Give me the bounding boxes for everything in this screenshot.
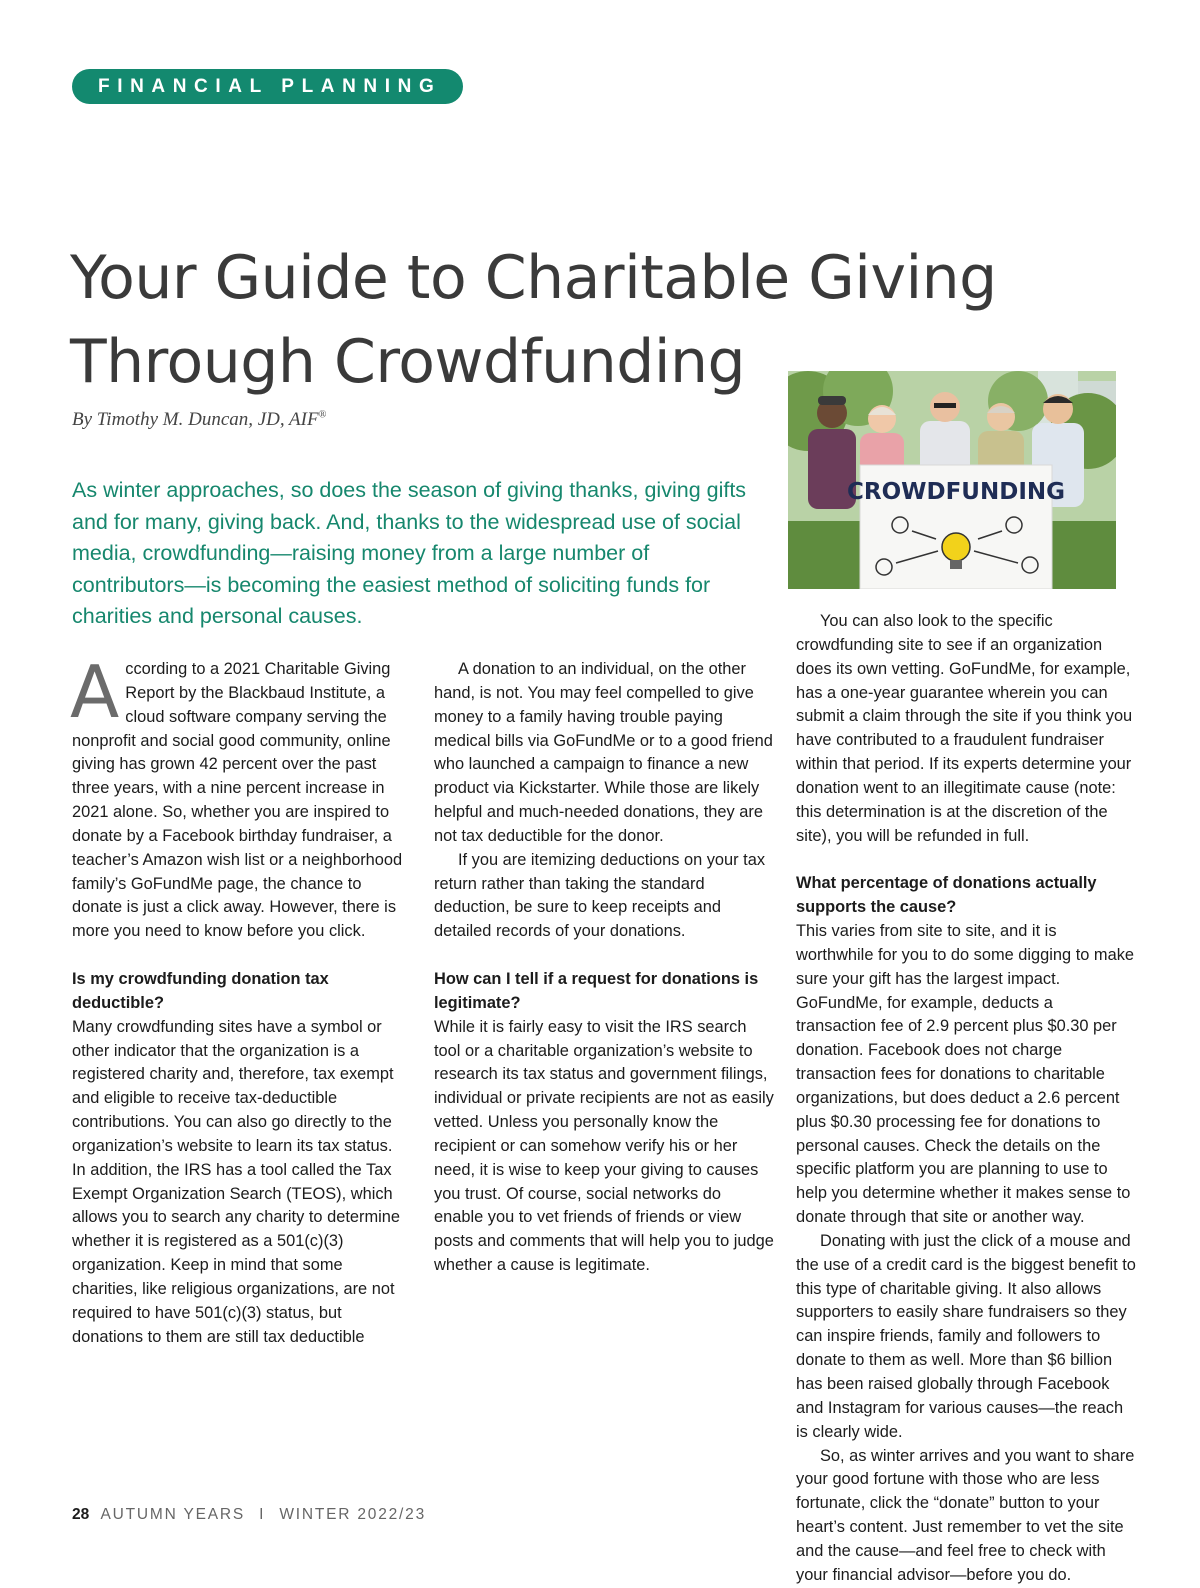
paragraph-tax-status: Many crowdfunding sites have a symbol or other indicator that the organization is a registered charity and, therefore, tax exempt and eligible to receive tax-deductible contributions. You can also go directly to the organization’s website to learn its tax status. In addition, the IRS has a tool called the Tax Exempt Organization Search (TEOS), which allows you to search any charity to determine whether it is registered as a 501(c)(3) organization. Keep in mind that some charities, like religious organizations, are not required to have 501(c)(3) status, but donations to them are still tax deductible [72, 1017, 400, 1346]
byline-text: By Timothy M. Duncan, JD, AIF [72, 409, 319, 430]
paragraph-intro: ccording to a 2021 Charitable Giving Report by the Blackbaud Institute, a cloud software company serving the nonprofit and social good community, online giving has grown 42 percent over the past three years, with a nine percent increase in 2021 alone. So, whether you are inspired to donate by a Facebook birthday fundraiser, a teacher’s Amazon wish list or a neighborhood family’s GoFundMe page, the chance to donate is just a click away. However, there is more you need to know before you click. [72, 660, 403, 941]
drop-cap: A [70, 650, 120, 734]
paragraph-vetting: While it is fairly easy to visit the IRS search tool or a charitable organization’s website to research its tax status and government filings, individual or private recipients are not as easily vetted. Unless you personally know the recipient or can somehow verify his or her need, it is wise to keep your giving to causes you trust. Of course, social networks do enable you to vet friends of friends or view posts and comments that will help you to judge whether a cause is legitimate. [434, 1017, 774, 1275]
lede-paragraph: As winter approaches, so does the season of giving thanks, giving gifts and for many, giving back. And, thanks to the widespread use of social media, crowdfunding—raising money from a large number of contributors—is becoming the easiest method of soliciting funds for charities and personal causes. [72, 478, 747, 629]
registered-mark: ® [318, 409, 327, 421]
byline [72, 409, 326, 431]
subheading-percentage: What percentage of donations actually supports the cause? [796, 874, 1097, 917]
paragraph-itemizing: If you are itemizing deductions on your tax return rather than taking the standard deduction, be sure to keep receipts and detailed records of your donations. [434, 850, 766, 941]
issue-date: WINTER 2022/23 [279, 1506, 426, 1523]
lightbulb-icon [942, 533, 970, 561]
subheading-legitimate: How can I tell if a request for donations is legitimate? [434, 969, 759, 1012]
article-column-3 [796, 610, 1136, 1588]
subheading-tax-deductible: Is my crowdfunding donation tax deductible? [72, 969, 329, 1012]
paragraph-individual-donation: A donation to an individual, on the other hand, is not. You may feel compelled to give money to a family having trouble paying medical bills via GoFundMe or to a good friend who launched a campaign to finance a new product via Kickstarter. While those are likely helpful and much-needed donations, they are not tax deductible for the donor. [434, 660, 773, 845]
publication-name: AUTUMN YEARS [100, 1506, 245, 1523]
title-line-1: Your Guide to Charitable Giving [70, 243, 997, 313]
page-footer [72, 1506, 426, 1524]
page-number: 28 [72, 1506, 90, 1523]
article-column-1 [70, 650, 410, 1349]
crowdfunding-sign [847, 465, 1065, 589]
article-column-2 [434, 658, 774, 1278]
sign-text: CROWDFUNDING [846, 479, 1066, 505]
paragraph-conclusion: So, as winter arrives and you want to share your good fortune with those who are less fortunate, click the “donate” button to your heart’s content. Just remember to vet the site and the cause—and feel free to check with your financial advisor—before you do. [796, 1446, 1135, 1584]
paragraph-site-vetting: You can also look to the specific crowdfunding site to see if an organization does its own vetting. GoFundMe, for example, has a one-year guarantee wherein you can submit a claim through the site if you think you have contributed to a fraudulent fundraiser within that period. If its experts determine your donation went to an illegitimate cause (note: this determination is at the discretion of the site), you will be refunded in full. [796, 612, 1133, 845]
paragraph-fees: This varies from site to site, and it is worthwhile for you to do some digging to make sure your gift has the largest impact. GoFundMe, for example, deducts a transaction fee of 2.9 percent plus $0.30 per donation. Facebook does not charge transaction fees for donations to charitable organizations, but does deduct a 2.6 percent plus $0.30 processing fee for donations to personal causes. Check the details on the specific platform you are planning to use to help you determine whether it makes sense to donate through that site or another way. [796, 921, 1135, 1227]
title-line-2: Through Crowdfunding [70, 327, 746, 397]
section-label: FINANCIAL PLANNING [72, 69, 463, 104]
paragraph-benefits: Donating with just the click of a mouse and the use of a credit card is the biggest benefit to this type of charitable giving. It also allows supporters to easily share fundraisers so they can inspire friends, family and followers to donate to them as well. More than $6 billion has been raised globally through Facebook and Instagram for various causes—the reach is clearly wide. [796, 1231, 1136, 1441]
crowdfunding-illustration [788, 371, 1116, 589]
footer-separator: I [259, 1506, 266, 1523]
crowdfunding-photo [788, 371, 1116, 589]
